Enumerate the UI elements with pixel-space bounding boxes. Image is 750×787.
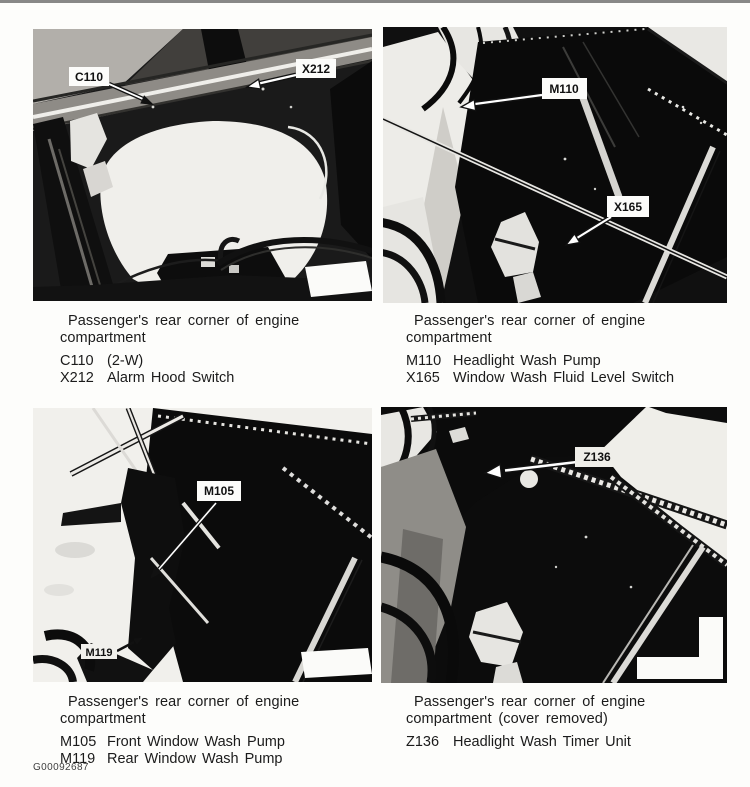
legend-list <box>60 353 372 387</box>
legend-item <box>406 734 742 751</box>
callout-label: M110 <box>549 82 579 96</box>
callout-label: M105 <box>203 484 235 498</box>
component-code: X165 <box>406 370 440 386</box>
callout-label: M119 <box>85 647 113 659</box>
photo-bottom-left-engine-corner <box>33 408 372 682</box>
component-name: Alarm Hood Switch <box>107 370 235 386</box>
figure-number: G00092687 <box>33 762 89 773</box>
caption-bottom-right <box>406 694 742 751</box>
photo-top-right-engine-corner <box>383 27 727 303</box>
component-code: M105 <box>60 734 97 750</box>
photo-top-left-engine-corner <box>33 29 372 301</box>
legend-list <box>60 734 372 768</box>
caption-line-2: compartment <box>60 711 146 727</box>
component-name: Window Wash Fluid Level Switch <box>453 370 675 386</box>
engine-compartment-photo-3 <box>33 408 372 682</box>
component-code: M119 <box>60 751 96 767</box>
callout-label: C110 <box>74 70 104 84</box>
photo-bottom-right-engine-corner <box>381 407 727 683</box>
component-name: (2-W) <box>107 353 144 369</box>
caption-line-1: Passenger's rear corner of engine <box>68 313 300 329</box>
caption-line-2: compartment <box>406 330 492 346</box>
caption-top-right <box>406 313 738 387</box>
caption-top-left <box>60 313 372 387</box>
component-name: Rear Window Wash Pump <box>107 751 283 767</box>
caption-line-1: Passenger's rear corner of engine <box>68 694 300 710</box>
caption-line-1: Passenger's rear corner of engine <box>414 313 646 329</box>
callout-label: X212 <box>301 62 331 76</box>
legend-item <box>60 370 372 387</box>
component-name: Headlight Wash Pump <box>453 353 601 369</box>
component-code: M110 <box>406 353 442 369</box>
photo-art-decoration <box>33 408 372 682</box>
scan-artifact-top <box>0 0 750 3</box>
legend-item <box>60 353 372 370</box>
photo-art-decoration <box>383 27 727 303</box>
caption-line-1: Passenger's rear corner of engine <box>414 694 646 710</box>
caption-bottom-left <box>60 694 372 768</box>
callout-label: X165 <box>613 200 643 214</box>
legend-item <box>60 751 372 768</box>
engine-compartment-photo-1 <box>33 29 372 301</box>
legend-list <box>406 734 742 751</box>
engine-compartment-photo-2 <box>383 27 727 303</box>
engine-compartment-photo-4 <box>381 407 727 683</box>
caption-line-2: compartment <box>60 330 146 346</box>
component-code: C110 <box>60 353 94 369</box>
photo-art-decoration <box>381 407 727 683</box>
component-name: Headlight Wash Timer Unit <box>453 734 631 750</box>
component-code: X212 <box>60 370 94 386</box>
legend-item <box>406 370 738 387</box>
legend-item <box>60 734 372 751</box>
caption-line-2: compartment (cover removed) <box>406 711 608 727</box>
callout-label: Z136 <box>583 450 611 464</box>
legend-item <box>406 353 738 370</box>
component-code: Z136 <box>406 734 440 750</box>
component-name: Front Window Wash Pump <box>107 734 285 750</box>
legend-list <box>406 353 738 387</box>
